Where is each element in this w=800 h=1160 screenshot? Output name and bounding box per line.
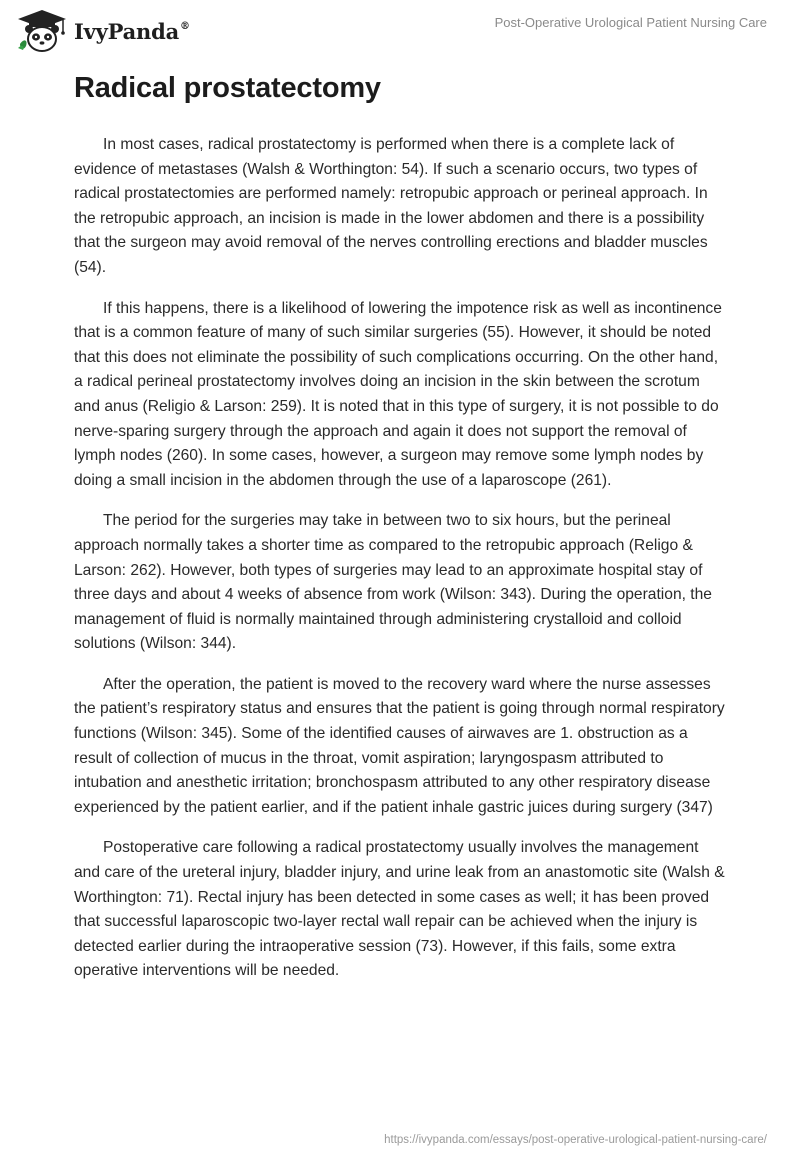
- document-title: Post-Operative Urological Patient Nursing Care: [494, 15, 767, 30]
- source-url[interactable]: https://ivypanda.com/essays/post-operative-urological-patient-nursing-care/: [384, 1134, 767, 1146]
- essay-body: [74, 133, 726, 1000]
- page-header: [0, 0, 800, 62]
- panda-graduate-icon: [14, 8, 70, 54]
- paragraph: Postoperative care following a radical prostatectomy usually involves the management and care of the ureteral injury, bladder injury, and urine leak from an anastomotic site (Walsh & Worthington: 71). Rectal injury has been detected in some cases as well; it has been proved that successful laparoscopic two-layer rectal wall repair can be achieved when the injury is detected earlier during the intraoperative session (73). However, if this fails, some extra operative interventions will be needed.: [74, 839, 725, 980]
- paragraph: After the operation, the patient is moved to the recovery ward where the nurse assesses the patient’s respiratory status and ensures that the patient is going through normal respiratory functions (Wilson: 345). Some of the identified causes of airwaves are 1. obstruction as a result of collection of mucus in the throat, vomit aspiration; laryngospasm attributed to intubation and anesthetic irritation; bronchospasm attributed to any other respiratory disease experienced by the patient earlier, and if the patient inhale gastric juices during surgery (347): [74, 675, 725, 816]
- paragraph: If this happens, there is a likelihood of lowering the impotence risk as well as incontinence that is a common feature of many of such similar surgeries (55). However, it should be noted that this does not eliminate the possibility of such complications occurring. On the other hand, a radical perineal prostatectomy involves doing an incision in the skin between the scrotum and anus (Religio & Larson: 259). It is noted that in this type of surgery, it is not possible to do nerve-sparing surgery through the approach and again it does not support the removal of lymph nodes (260). In some cases, however, a surgeon may remove some lymph nodes by doing a small incision in the abdomen through the use of a laparoscope (261).: [74, 299, 722, 489]
- paragraph: The period for the surgeries may take in between two to six hours, but the perineal approach normally takes a shorter time as compared to the retropubic approach (Religo & Larson: 262). However, both types of surgeries may lead to an approximate hospital stay of three days and about 4 weeks of absence from work (Wilson: 343). During the operation, the management of fluid is normally maintained through administering crystalloid and colloid solutions (Wilson: 344).: [74, 512, 712, 653]
- page-title: Radical prostatectomy: [74, 72, 381, 104]
- brand-name: IvyPanda®: [74, 18, 190, 44]
- paragraph: In most cases, radical prostatectomy is performed when there is a complete lack of evidence of metastases (Walsh & Worthington: 54). If such a scenario occurs, two types of radical prostatectomies are performed namely: retropubic approach or perineal approach. In the retropubic approach, an incision is made in the lower abdomen and there is a possibility that the surgeon may avoid removal of the nerves controlling erections and bladder muscles (54).: [74, 136, 708, 276]
- brand-logo[interactable]: [14, 8, 190, 54]
